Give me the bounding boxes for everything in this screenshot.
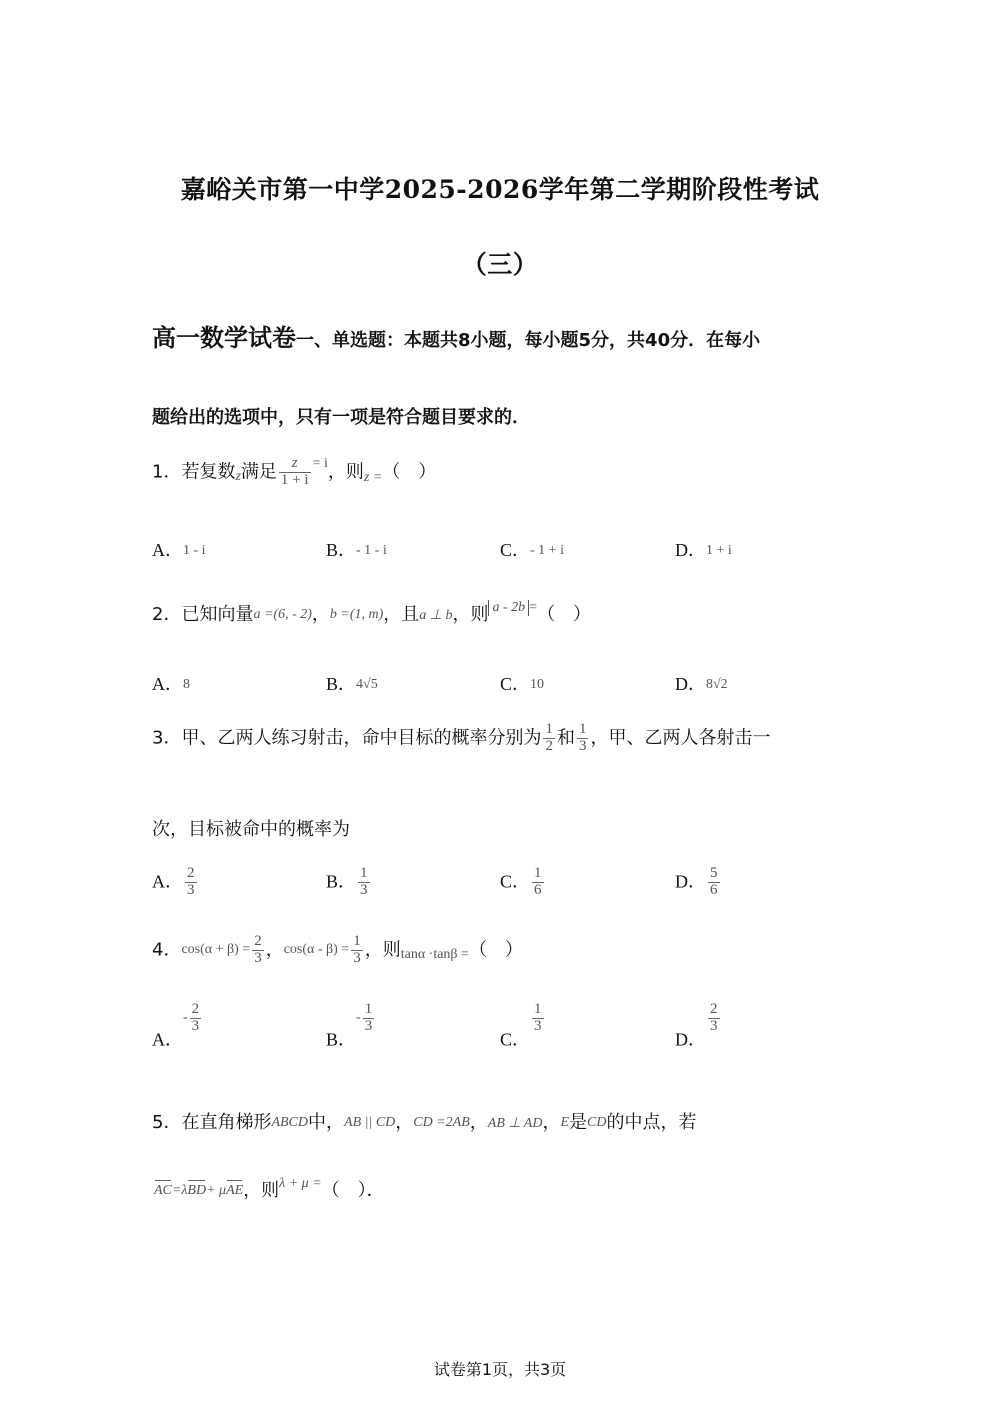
q4-option-c[interactable]: C． $\frac{1}{3}$ bbox=[500, 1001, 542, 1050]
q4-option-a[interactable]: A．- $\frac{2}{3}$ bbox=[152, 1001, 200, 1050]
exam-title: 嘉峪关市第一中学2025-2026学年第二学期阶段性考试 bbox=[180, 175, 820, 204]
q1-option-d[interactable]: D．1 + i bbox=[675, 540, 732, 560]
question-5-cont: AC=λBD+ μAE，则λ + μ =（ ）． bbox=[154, 1176, 385, 1201]
question-2: 2．已知向量a =(6, - 2)，b =(1, m)，且a ⊥ b，则 a - 2b =（ ） bbox=[152, 600, 592, 625]
q2-option-b[interactable]: B．4√5 bbox=[326, 674, 378, 694]
question-4: 4．cos(α + β) = $\frac{2}{3}$ ，cos(α - β) = $\frac{1}{3}$ ，则tanα ·tanβ =（ ） bbox=[152, 933, 523, 966]
q3-fraction-2: $\frac{1}{3}$ bbox=[578, 721, 587, 754]
subject-title: 高一数学试卷 bbox=[152, 324, 296, 352]
q3-option-a[interactable]: A． $\frac{2}{3}$ bbox=[152, 865, 195, 898]
q2-option-d[interactable]: D．8√2 bbox=[675, 674, 728, 694]
q1-option-c[interactable]: C．- 1 + i bbox=[500, 540, 564, 560]
q2-option-c[interactable]: C．10 bbox=[500, 674, 545, 694]
question-5: 5．在直角梯形ABCD中，AB || CD，CD =2AB，AB ⊥ AD，E是CD的中点，若 bbox=[152, 1112, 697, 1133]
q1-fraction: $\frac{z}{1 + i}$ bbox=[280, 455, 309, 488]
section-heading bbox=[152, 318, 760, 353]
q1-option-a[interactable]: A．1 - i bbox=[152, 540, 206, 560]
exam-title-number: （三） bbox=[461, 250, 539, 279]
vector-bd: BD bbox=[187, 1183, 207, 1198]
q3-option-c[interactable]: C． $\frac{1}{6}$ bbox=[500, 865, 542, 898]
section-instruction-2: 题给出的选项中，只有一项是符合题目要求的． bbox=[152, 407, 530, 428]
question-3: 3．甲、乙两人练习射击，命中目标的概率分别为 $\frac{1}{2}$ 和 $\frac{1}{3}$ ，甲、乙两人各射击一 bbox=[152, 721, 771, 754]
q4-option-d[interactable]: D． $\frac{2}{3}$ bbox=[675, 1001, 718, 1050]
q1-option-b[interactable]: B．- 1 - i bbox=[326, 540, 387, 560]
q3-fraction-1: $\frac{1}{2}$ bbox=[545, 721, 553, 754]
vector-ac: AC bbox=[154, 1183, 172, 1198]
vector-ae: AE bbox=[226, 1183, 244, 1198]
q4-option-b[interactable]: B．- $\frac{1}{3}$ bbox=[326, 1001, 373, 1050]
q3-option-b[interactable]: B． $\frac{1}{3}$ bbox=[326, 865, 368, 898]
q3-option-d[interactable]: D． $\frac{5}{6}$ bbox=[675, 865, 718, 898]
page-footer: 试卷第1页，共3页 bbox=[433, 1360, 567, 1379]
question-1: 1．若复数z满足 $\frac{z}{1 + i}$ = i，则z =（ ） bbox=[152, 455, 437, 488]
question-3-cont: 次，目标被命中的概率为 bbox=[152, 819, 350, 840]
q2-option-a[interactable]: A．8 bbox=[152, 674, 190, 694]
section-instruction-1: 一、单选题：本题共8小题，每小题5分，共40分．在每小 bbox=[296, 330, 761, 351]
